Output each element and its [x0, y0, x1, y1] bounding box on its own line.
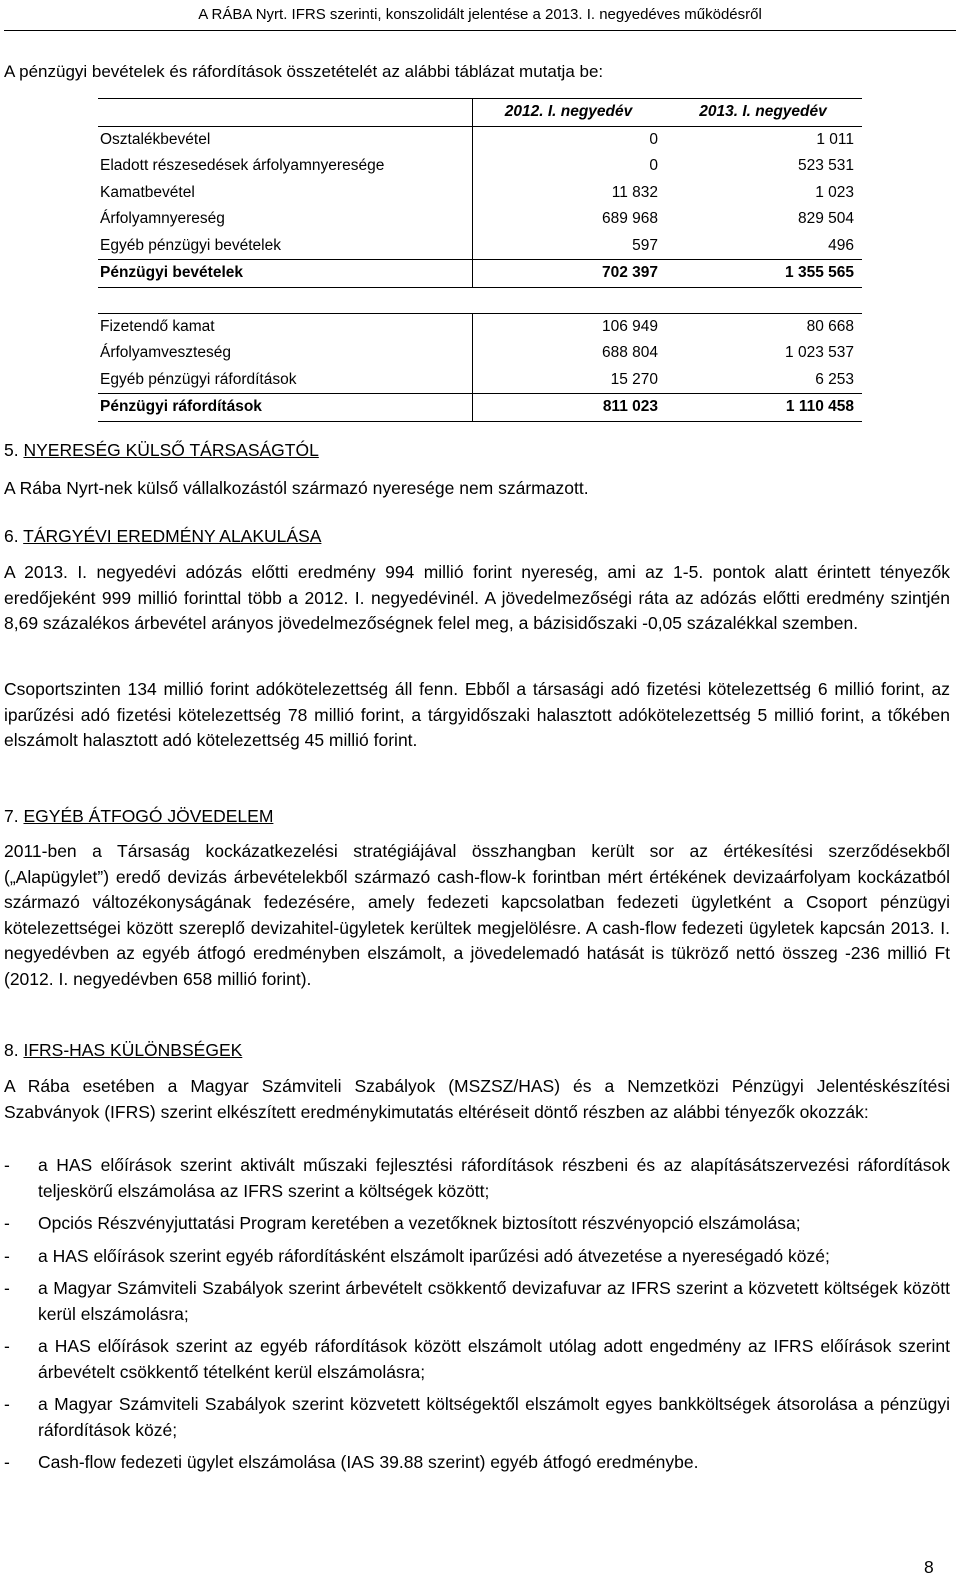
section-5-text: A Rába Nyrt-nek külső vállalkozástól származó nyeresége nem származott. — [4, 478, 589, 498]
header-rule — [4, 30, 956, 31]
list-item-text: a Magyar Számviteli Szabályok szerint közvetett költségektől elszámolt egyes bankköltségek átsorolása a pénzügyi ráfordítások közé; — [38, 1394, 950, 1440]
column-header-2013: 2013. I. negyedév — [664, 99, 862, 127]
value-2012: 15 270 — [473, 367, 665, 394]
value-2013: 1 023 — [815, 183, 854, 201]
value-2013: 829 504 — [797, 210, 854, 227]
list-item — [4, 1211, 950, 1237]
ifrs-has-differences-list — [4, 1153, 950, 1483]
list-dash: - — [4, 1452, 10, 1472]
value-2013: 1 355 565 — [664, 260, 862, 288]
spacer-cell — [664, 287, 862, 313]
value-2012: 106 949 — [473, 313, 665, 340]
section-6-paragraph-1: A 2013. I. negyedévi adózás előtti eredmény 994 millió forint nyereség, ami az 1-5. pontok alatt érintett tényezők eredőjeként 999 millió forinttal több a 2012. I. negyedévinél. A jövedelmezőségi ráta az adózás előtti eredmény szintjén 8,69 százalékos árbevétel arányos jövedelmezőségnek felel meg, a bázisidőszaki -0,05 százalékkal szemben. — [4, 562, 950, 633]
table-row — [98, 313, 862, 340]
section-8-paragraph: A Rába esetében a Magyar Számviteli Szabályok (MSZSZ/HAS) és a Nemzetközi Pénzügyi Jelentéskészítési Szabványok (IFRS) szerint elkészített eredménykimutatás eltéréseit döntő részben az alábbi tényezők okozzák: — [4, 1076, 950, 1122]
list-item-text: a HAS előírások szerint az egyéb ráfordítások között elszámolt utólag adott engedmény az IFRS előírások szerint árbevételt csökkentő tételként kerül elszámolásra; — [38, 1336, 950, 1382]
spacer-cell — [98, 287, 473, 313]
row-label: Pénzügyi bevételek — [98, 260, 473, 288]
section-7-paragraph: 2011-ben a Társaság kockázatkezelési stratégiájával összhangban került sor az értékesítési szerződésekből („Alapügylet”) eredő devizás árbevételekből származó cash-flow-k forintban mért értékének devizaárfolyam kockázatból származó változékonyságának fedezésére, amely fedezeti kapcsolatban fedezeti ügyletként a Csoport pénzügyi kötelezettségei között szereplő devizahitel-ügyletek kerültek megjelölésre. A cash-flow fedezeti ügyletek kapcsán 2013. I. negyedévben az egyéb átfogó eredményben elszámolt, a jövedelemadó hatását is tükröző nettó összeg -236 millió Ft (2012. I. negyedévben 658 millió forint). — [4, 841, 950, 989]
value-2013: 6 253 — [815, 370, 854, 388]
value-2012: 11 832 — [473, 180, 665, 207]
list-item-text: Cash-flow fedezeti ügylet elszámolása (IAS 39.88 szerint) egyéb átfogó eredménybe. — [38, 1452, 699, 1472]
value-2013: 1 110 458 — [664, 394, 862, 422]
row-label: Egyéb pénzügyi ráfordítások — [100, 370, 297, 388]
value-2012: 597 — [473, 233, 665, 260]
value-2012: 0 — [473, 153, 665, 180]
value-2013: 496 — [828, 236, 854, 254]
list-item-text: a HAS előírások szerint egyéb ráfordításként elszámolt iparűzési adó átvezetése a nyereségadó közé; — [38, 1245, 830, 1266]
page-number: 8 — [924, 1557, 934, 1577]
table-row — [98, 340, 862, 367]
section-5-heading — [4, 440, 319, 461]
section-7-heading — [4, 806, 273, 827]
list-dash: - — [4, 1155, 10, 1175]
table-row — [98, 206, 862, 233]
list-item — [4, 1392, 950, 1443]
row-label: Pénzügyi ráfordítások — [98, 394, 473, 422]
section-6-heading — [4, 526, 321, 547]
section-6-number: 6. — [4, 526, 19, 546]
table-row — [98, 126, 862, 153]
value-2013: 1 011 — [816, 130, 854, 148]
table-spacer-row — [98, 287, 862, 313]
row-label: Kamatbevétel — [100, 183, 195, 201]
row-label: Egyéb pénzügyi bevételek — [100, 236, 281, 254]
page-header — [0, 0, 960, 38]
row-label: Árfolyamveszteség — [100, 344, 231, 361]
section-6-paragraph-2: Csoportszinten 134 millió forint adókötelezettség áll fenn. Ebből a társasági adó fizetési kötelezettség 6 millió forint, az iparűzési adó fizetési kötelezettség 78 millió forint, a tárgyidőszaki halasztott adókötelezettség 5 millió forint, a tőkében elszámolt halasztott adó kötelezettség 45 millió forint. — [4, 679, 950, 750]
value-2012: 688 804 — [473, 340, 665, 367]
financial-table — [98, 98, 862, 422]
table-row — [98, 180, 862, 207]
section-5-number: 5. — [4, 440, 19, 460]
value-2013: 1 023 537 — [785, 344, 854, 361]
table-row — [98, 233, 862, 260]
header-title: A RÁBA Nyrt. IFRS szerinti, konszolidált jelentése a 2013. I. negyedéves működésről — [198, 6, 762, 23]
row-label: Fizetendő kamat — [100, 317, 215, 335]
list-item — [4, 1334, 950, 1385]
section-5-title: NYERESÉG KÜLSŐ TÁRSASÁGTÓL — [23, 440, 319, 460]
value-2012: 702 397 — [473, 260, 665, 288]
value-2013: 80 668 — [806, 317, 854, 335]
value-2012: 0 — [473, 126, 665, 153]
list-item — [4, 1153, 950, 1204]
list-dash: - — [4, 1394, 10, 1414]
list-item-text: a Magyar Számviteli Szabályok szerint árbevételt csökkentő devizafuvar az IFRS szerint a közvetett költségek között kerül elszámolásra; — [38, 1278, 950, 1324]
section-8-title: IFRS-HAS KÜLÖNBSÉGEK — [23, 1040, 243, 1060]
section-8-number: 8. — [4, 1040, 19, 1060]
row-label: Eladott részesedések árfolyamnyeresége — [100, 157, 385, 174]
value-2012: 811 023 — [473, 394, 665, 422]
list-dash: - — [4, 1213, 10, 1233]
row-label: Árfolyamnyereség — [100, 210, 225, 227]
list-dash: - — [4, 1245, 10, 1266]
list-item — [4, 1244, 950, 1270]
list-item-text: Opciós Részvényjuttatási Program keretében a vezetőknek biztosított részvényopció elszámolása; — [38, 1213, 801, 1233]
value-2012: 689 968 — [473, 206, 665, 233]
intro-text: A pénzügyi bevételek és ráfordítások összetételét az alábbi táblázat mutatja be: — [4, 62, 604, 81]
section-7-number: 7. — [4, 806, 19, 826]
row-label: Osztalékbevétel — [100, 130, 211, 148]
table-row — [98, 153, 862, 180]
expense-total-row — [98, 394, 862, 422]
column-header-2012: 2012. I. negyedév — [473, 99, 665, 127]
list-item — [4, 1276, 950, 1327]
section-8-heading — [4, 1040, 242, 1061]
header-empty-cell — [98, 99, 473, 127]
table-header-row — [98, 99, 862, 127]
income-total-row — [98, 260, 862, 288]
list-dash: - — [4, 1336, 10, 1356]
spacer-cell — [473, 287, 665, 313]
table-row — [98, 367, 862, 394]
list-item-text: a HAS előírások szerint aktivált műszaki fejlesztési ráfordítások részbeni és az alapításátszervezési ráfordítások teljeskörű elszámolása az IFRS szerint a költségek között; — [38, 1155, 950, 1201]
section-6-title: TÁRGYÉVI EREDMÉNY ALAKULÁSA — [23, 526, 322, 546]
list-item — [4, 1450, 950, 1476]
list-dash: - — [4, 1278, 10, 1298]
section-7-title: EGYÉB ÁTFOGÓ JÖVEDELEM — [23, 806, 274, 826]
value-2013: 523 531 — [797, 157, 854, 174]
